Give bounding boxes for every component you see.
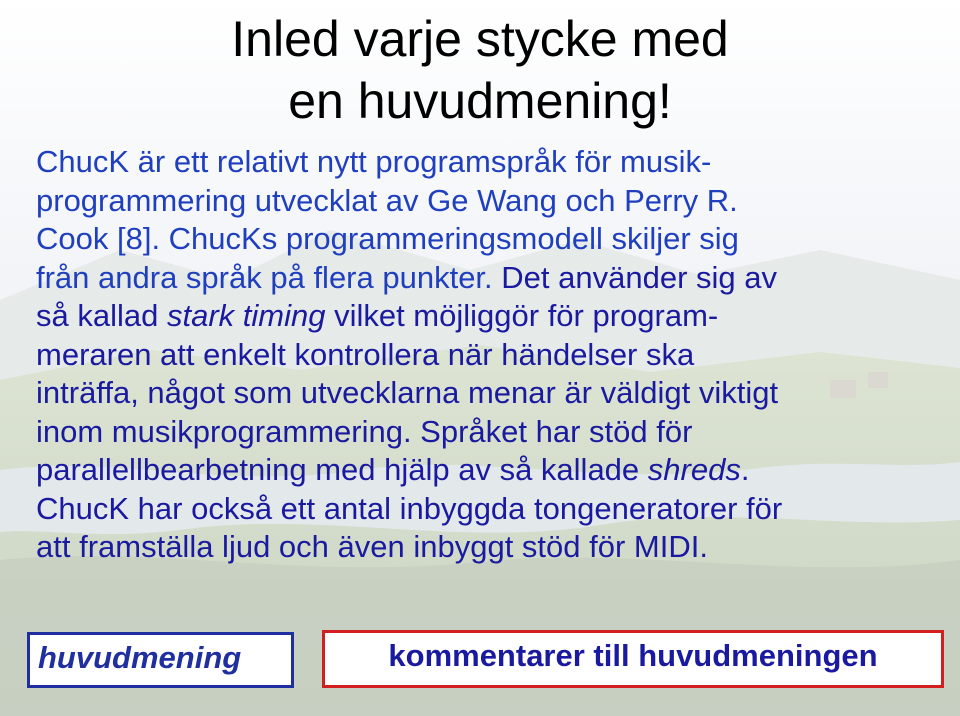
paragraph-line [36, 374, 936, 413]
comment-text: Det använder sig av [501, 259, 777, 295]
paragraph-line [36, 451, 936, 490]
topic-sentence-text: programmering utvecklat av Ge Wang och Perry R. [36, 182, 738, 218]
paragraph-text [36, 143, 936, 567]
legend-comment-box [322, 630, 944, 688]
paragraph-line [36, 413, 936, 452]
slide-title [120, 8, 840, 132]
comment-text: att framställa ljud och även inbyggt stöd för MIDI. [36, 529, 708, 564]
paragraph-line [36, 528, 936, 567]
comment-text: stark timing [166, 298, 326, 333]
topic-sentence-text: ChucK är ett relativt nytt programspråk för musik- [36, 144, 712, 179]
title-line-1: Inled varje stycke med [231, 11, 729, 67]
comment-text: inträffa, något som utvecklarna menar är väldigt viktigt [36, 375, 779, 410]
paragraph-line [36, 259, 936, 298]
legend-topic-label: huvudmening [38, 640, 242, 675]
paragraph-line [36, 143, 936, 182]
paragraph-line [36, 220, 936, 259]
topic-sentence-text: Cook [8]. ChucKs programmeringsmodell skiljer sig [36, 221, 739, 256]
comment-text: ChucK har också ett antal inbyggda tongeneratorer för [36, 490, 783, 526]
topic-sentence-text: från andra språk på flera punkter. [36, 259, 502, 295]
comment-text: shreds [647, 452, 741, 487]
paragraph-line [36, 182, 936, 221]
paragraph-line [36, 297, 936, 336]
title-line-2: en huvudmening! [288, 73, 672, 129]
comment-text: meraren att enkelt kontrollera när händelser ska [36, 336, 695, 372]
paragraph-line [36, 336, 936, 375]
comment-text: så kallad [36, 298, 167, 333]
legend-topic-box [27, 632, 294, 688]
comment-text: vilket möjliggör för program- [325, 298, 719, 333]
legend-comment-label: kommentarer till huvudmeningen [388, 638, 878, 673]
comment-text: inom musikprogrammering. Språket har stöd för [36, 413, 693, 449]
comment-text: . [740, 452, 750, 487]
paragraph-line [36, 490, 936, 529]
comment-text: parallellbearbetning med hjälp av så kallade [36, 452, 648, 487]
